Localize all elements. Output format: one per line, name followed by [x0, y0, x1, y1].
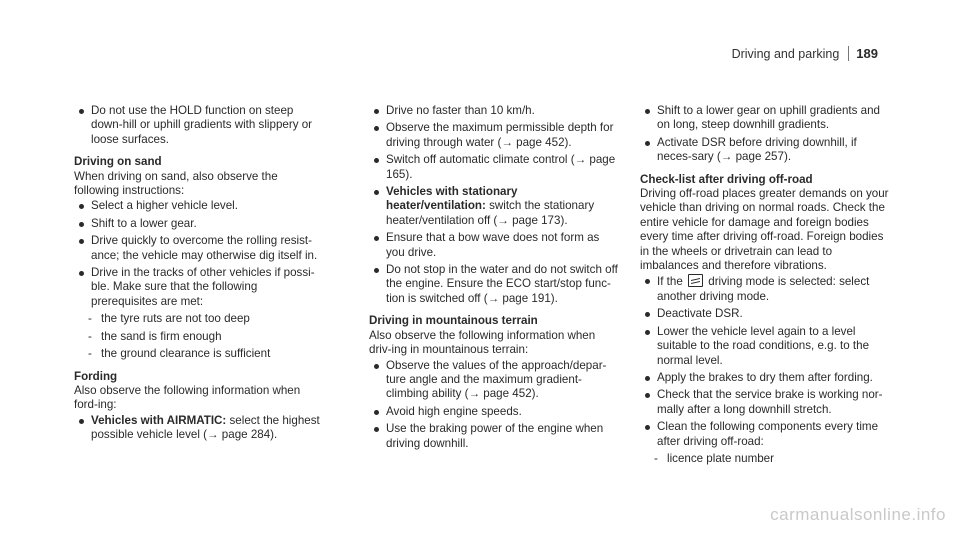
bullet-dot-icon [645, 425, 650, 430]
list-item: Shift to a lower gear. [74, 217, 324, 231]
list-item: Shift to a lower gear on uphill gradients and on long, steep downhill gradients. [640, 104, 890, 133]
bullet-dot-icon [79, 419, 84, 424]
sub-list-item: - the ground clearance is sufficient [88, 347, 271, 361]
bullet-dot-icon [645, 376, 650, 381]
sub-list-item: - the sand is firm enough [88, 329, 222, 343]
list-item: Apply the brakes to dry them after fording. [640, 371, 890, 385]
page-number: 189 [848, 46, 878, 61]
bullet-dot-icon [645, 109, 650, 114]
heading-mountainous-terrain: Driving in mountainous terrain [369, 314, 538, 328]
bullet-dot-icon [79, 239, 84, 244]
offroad-mode-icon [688, 274, 703, 287]
column-2 [369, 103, 619, 454]
bullet-dot-icon [645, 141, 650, 146]
list-item: Deactivate DSR. [640, 307, 890, 321]
list-item: Use the braking power of the engine when driving downhill. [369, 422, 619, 451]
list-item: Observe the maximum permissible depth for driving through water (→ page 452). [369, 121, 619, 150]
paragraph: Driving off-road places greater demands on your vehicle than driving on normal roads. Check the entire vehicle for damage and foreign bodies every time after driving off-road. Foreign bodies in the wheels or drivetrain can lead to imbalances and therefore vibrations. [640, 187, 889, 273]
bullet-dot-icon [79, 271, 84, 276]
page-header [732, 46, 878, 61]
list-item: Lower the vehicle level again to a level suitable to the road conditions, e.g. to the normal level. [640, 325, 890, 368]
list-item: Do not stop in the water and do not switch off the engine. Ensure the ECO start/stop func-tion is switched off (→ page 191). [369, 263, 619, 306]
bullet-dot-icon [374, 236, 379, 241]
paragraph: When driving on sand, also observe the following instructions: [74, 169, 278, 198]
bullet-dot-icon [374, 268, 379, 273]
paragraph: Also observe the following information when ford-ing: [74, 383, 301, 412]
bullet-dot-icon [645, 279, 650, 284]
bullet-dot-icon [374, 190, 379, 195]
bullet-dot-icon [374, 158, 379, 163]
list-item: Drive quickly to overcome the rolling resist-ance; the vehicle may otherwise dig itself in. [74, 234, 324, 263]
bullet-dot-icon [374, 427, 379, 432]
bullet-dot-icon [645, 330, 650, 335]
list-item: If the driving mode is selected: select another driving mode. [640, 274, 890, 304]
list-item: Drive no faster than 10 km/h. [369, 104, 619, 118]
bullet-dot-icon [645, 393, 650, 398]
section-title: Driving and parking [731, 46, 840, 61]
sub-list-item: - the tyre ruts are not too deep [88, 312, 250, 326]
bullet-dot-icon [374, 410, 379, 415]
list-item: Observe the values of the approach/depar-ture angle and the maximum gradient-climbing ability (→ page 452). [369, 359, 619, 402]
bullet-dot-icon [79, 222, 84, 227]
heading-checklist-offroad: Check-list after driving off-road [640, 172, 813, 186]
list-item: Select a higher vehicle level. [74, 199, 324, 213]
bullet-dot-icon [79, 204, 84, 209]
list-item: Clean the following components every time after driving off-road: [640, 420, 890, 449]
bullet-dot-icon [374, 126, 379, 131]
list-item: Vehicles with AIRMATIC: select the highest possible vehicle level (→ page 284). [74, 414, 324, 443]
sub-list-item: - licence plate number [654, 451, 774, 465]
list-item: Avoid high engine speeds. [369, 405, 619, 419]
column-1 [74, 103, 324, 446]
bullet-dot-icon [645, 312, 650, 317]
list-item: Drive in the tracks of other vehicles if possi-ble. Make sure that the following prerequisites are met: [74, 266, 324, 309]
watermark: carmanualsonline.info [770, 505, 946, 524]
bullet-dot-icon [374, 364, 379, 369]
heading-fording: Fording [74, 369, 118, 383]
list-item: Ensure that a bow wave does not form as you drive. [369, 231, 619, 260]
list-item: Do not use the HOLD function on steep down-hill or uphill gradients with slippery or loose surfaces. [74, 104, 324, 147]
list-item: Switch off automatic climate control (→ page 165). [369, 153, 619, 182]
heading-driving-on-sand: Driving on sand [74, 155, 162, 169]
paragraph: Also observe the following information when driv-ing in mountainous terrain: [369, 328, 596, 357]
bullet-dot-icon [374, 109, 379, 114]
bullet-dot-icon [79, 109, 84, 114]
list-item: Vehicles with stationary heater/ventilation: switch the stationary heater/ventilation off (→ page 173). [369, 185, 619, 228]
list-item: Activate DSR before driving downhill, if neces-sary (→ page 257). [640, 136, 890, 165]
list-item: Check that the service brake is working nor-mally after a long downhill stretch. [640, 388, 890, 417]
column-3 [640, 103, 890, 469]
